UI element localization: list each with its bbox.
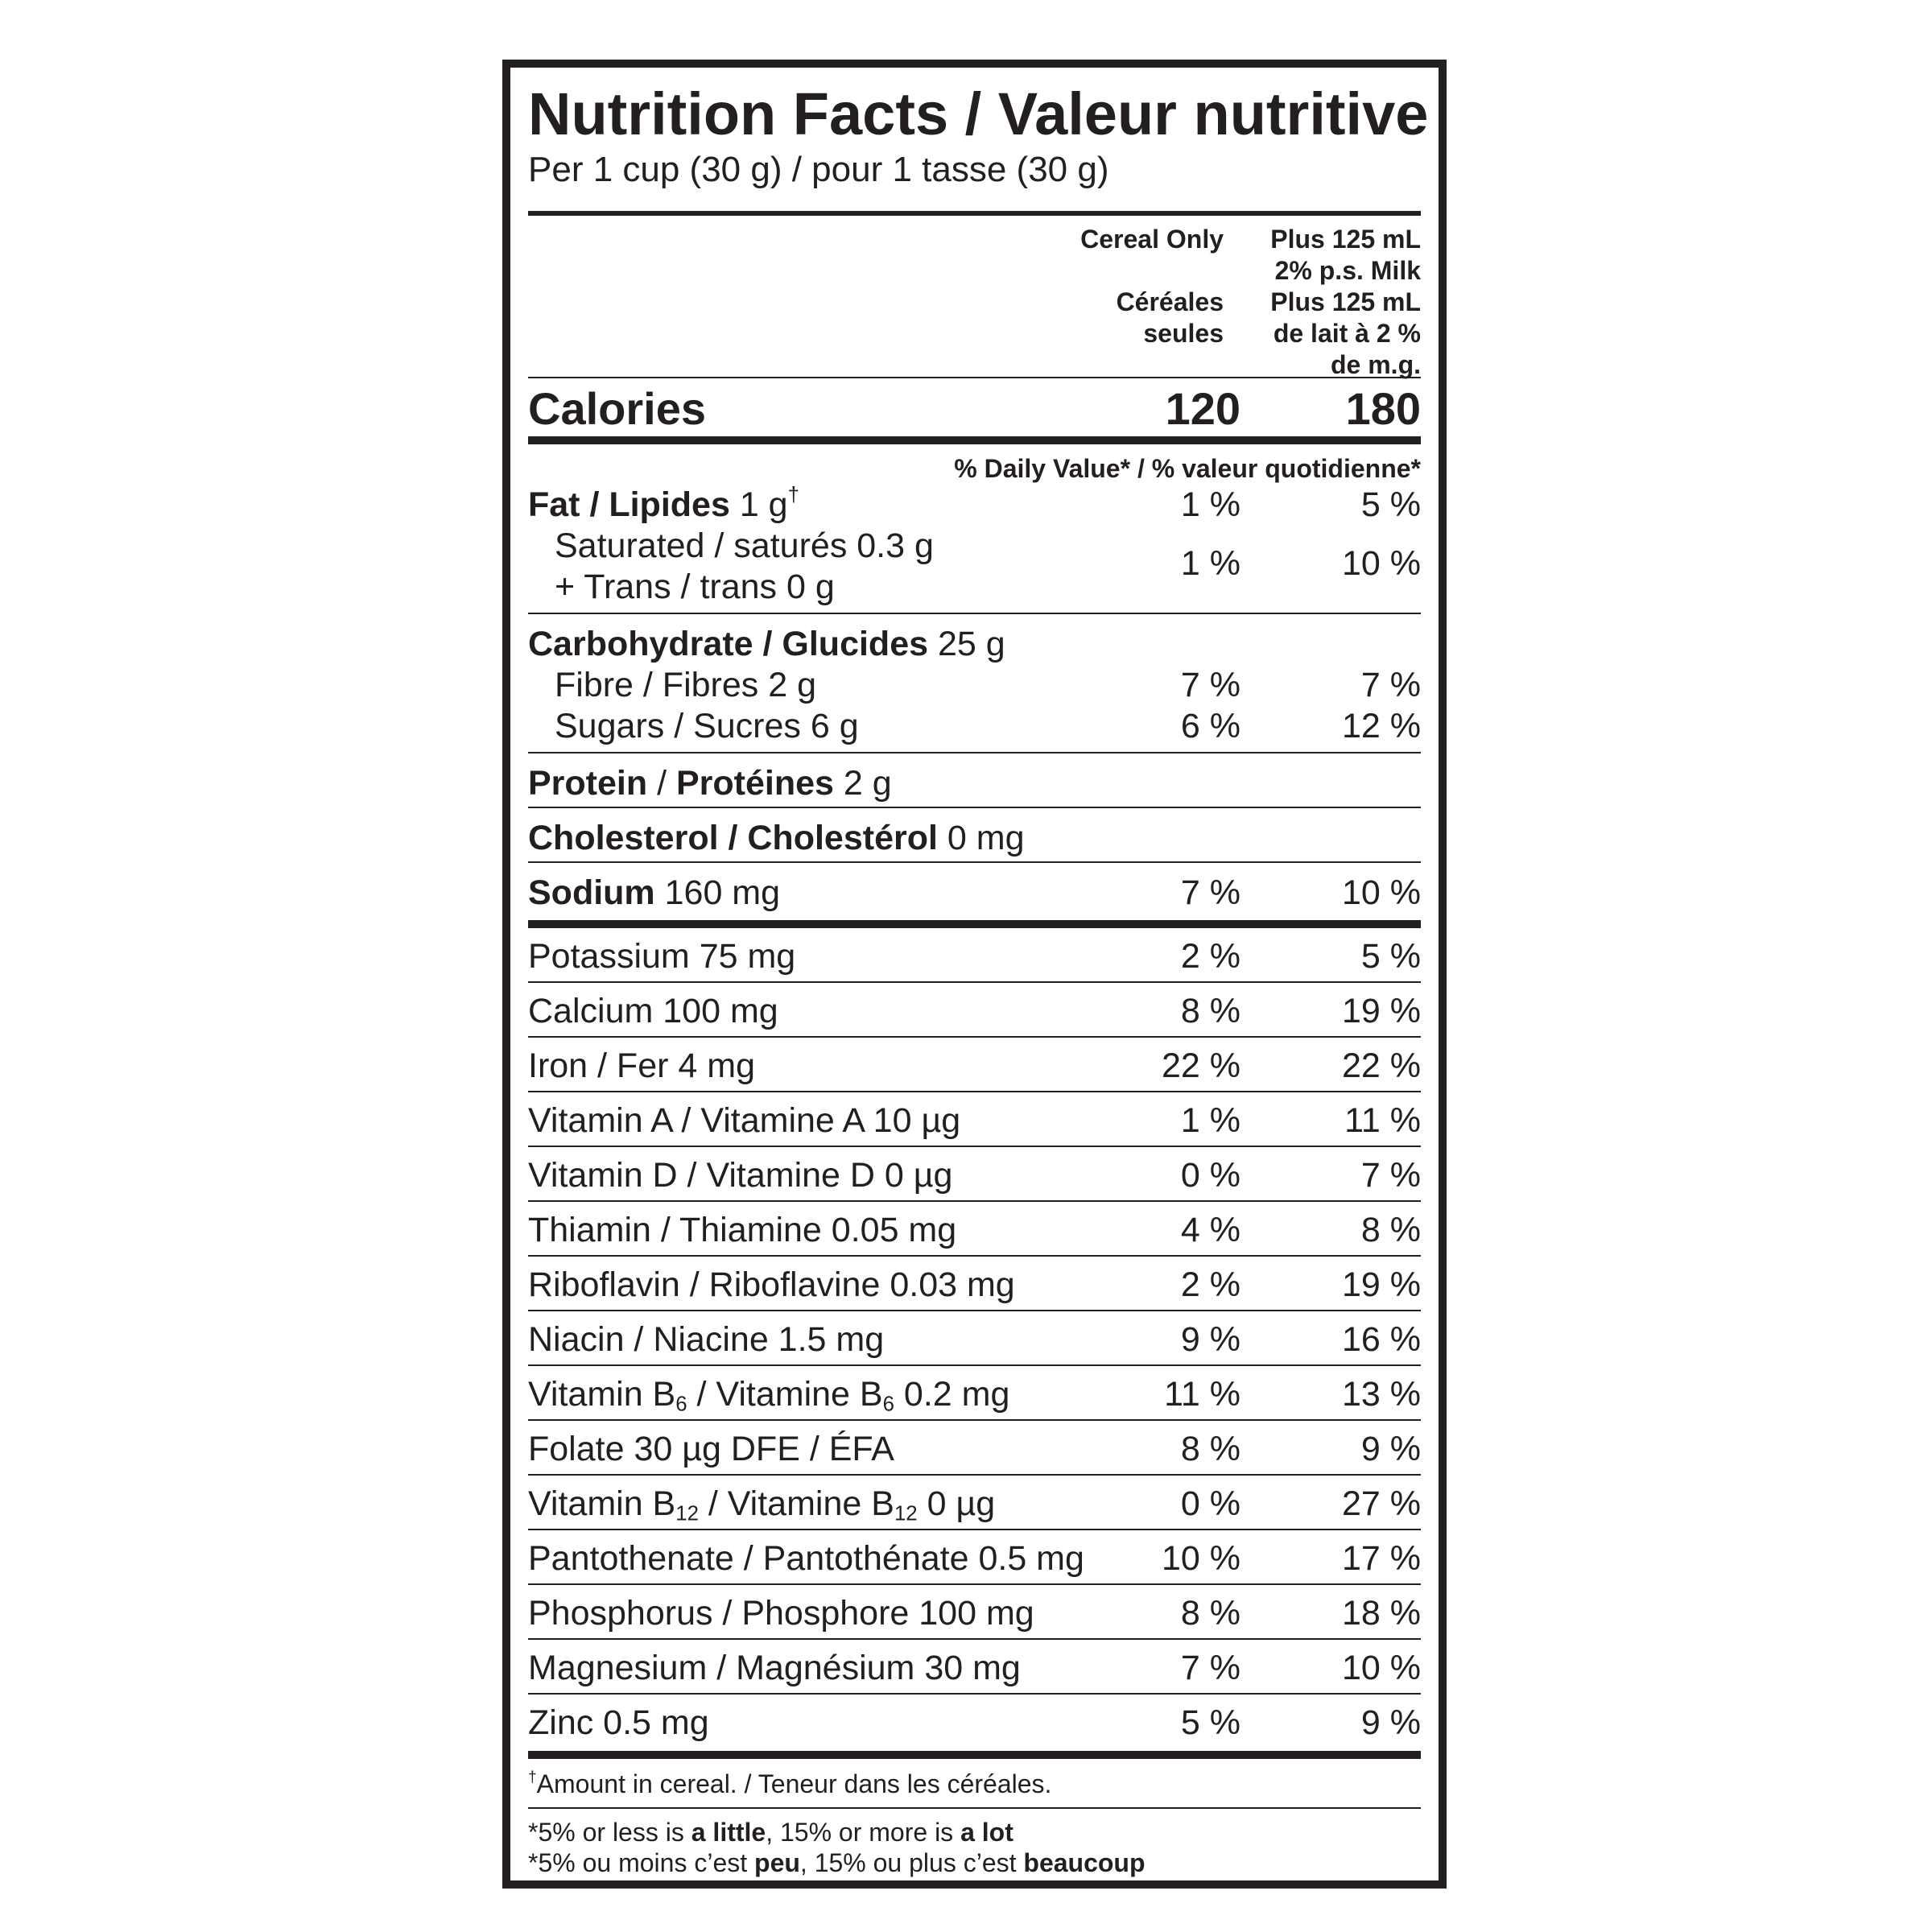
nutrient-row: Vitamin D / Vitamine D 0 µg 0 % 7 %: [528, 1156, 1421, 1195]
saturated-trans-row: Saturated / saturés 0.3 g + Trans / trans 0 g 1 % 10 %: [555, 526, 1421, 606]
footnote-dagger: †Amount in cereal. / Teneur dans les céréales.: [528, 1769, 1052, 1798]
fibre-row: Fibre / Fibres 2 g 7 % 7 %: [555, 666, 1421, 704]
sodium-row: Sodium 160 mg 7 % 10 %: [528, 873, 1421, 912]
calories-row: [528, 378, 1421, 436]
nutrient-row: Calcium 100 mg 8 % 19 %: [528, 992, 1421, 1030]
nutrient-row: Phosphorus / Phosphore 100 mg 8 % 18 %: [528, 1594, 1421, 1633]
calories-with-milk: 180: [1345, 383, 1421, 434]
folate-row: Folate 30 µg DFE / ÉFA 8 % 9 %: [528, 1430, 1421, 1468]
nutrient-row: Potassium 75 mg 2 % 5 %: [528, 937, 1421, 976]
column-with-milk: Plus 125 mL 2% p.s. Milk Plus 125 mL de lait à 2 % de m.g.: [1270, 225, 1421, 379]
nutrient-row: Pantothenate / Pantothénate 0.5 mg 10 % 17 %: [528, 1539, 1421, 1578]
rule: [528, 920, 1421, 928]
footnote-daily-value-fr: *5% ou moins c’est peu, 15% ou plus c’est beaucoup: [528, 1848, 1146, 1877]
column-headers: [528, 216, 1421, 377]
nutrient-row: Thiamin / Thiamine 0.05 mg 4 % 8 %: [528, 1211, 1421, 1249]
sugars-row: Sugars / Sucres 6 g 6 % 12 %: [555, 707, 1421, 745]
label-title: Nutrition Facts / Valeur nutritive: [528, 80, 1429, 147]
daily-value-header: % Daily Value* / % valeur quotidienne*: [954, 454, 1421, 483]
vitamin-b6-row: Vitamin $B_6$ / Vitamine $B_6$ 0.2 mg 11 % 13 %: [528, 1375, 1421, 1416]
calories-cereal: 120: [1165, 383, 1241, 434]
rule: [528, 1751, 1421, 1759]
nutrient-row: Iron / Fer 4 mg 22 % 22 %: [528, 1046, 1421, 1085]
cholesterol-row: Cholesterol / Cholestérol 0 mg: [528, 819, 1025, 857]
nutrient-row: Riboflavin / Riboflavine 0.03 mg 2 % 19 %: [528, 1265, 1421, 1304]
nutrient-row: Magnesium / Magnésium 30 mg 7 % 10 %: [528, 1649, 1421, 1687]
minerals-list: [528, 928, 1421, 1748]
column-cereal-only: Cereal Only Céréales seules: [1080, 225, 1224, 348]
calories-label: Calories: [528, 383, 706, 434]
carbohydrate-row: Carbohydrate / Glucides 25 g: [528, 625, 1005, 663]
nutrient-row: Zinc 0.5 mg 5 % 9 %: [528, 1703, 1421, 1742]
nutrient-row: Niacin / Niacine 1.5 mg 9 % 16 %: [528, 1320, 1421, 1359]
fat-row: Fat / Lipides 1 g† 1 % 5 %: [528, 483, 1421, 524]
footnote-daily-value-en: *5% or less is a little, 15% or more is a lot: [528, 1818, 1013, 1847]
protein-row: Protein / Protéines 2 g: [528, 764, 892, 803]
vitamin-b12-row: Vitamin $B_{12}$ / Vitamine $B_{12}$ 0 µg 0 % 27 %: [528, 1484, 1421, 1525]
serving-size: Per 1 cup (30 g) / pour 1 tasse (30 g): [528, 150, 1109, 189]
nutrient-row: Vitamin A / Vitamine A 10 µg 1 % 11 %: [528, 1101, 1421, 1140]
nutrition-facts-label: [502, 60, 1447, 1889]
